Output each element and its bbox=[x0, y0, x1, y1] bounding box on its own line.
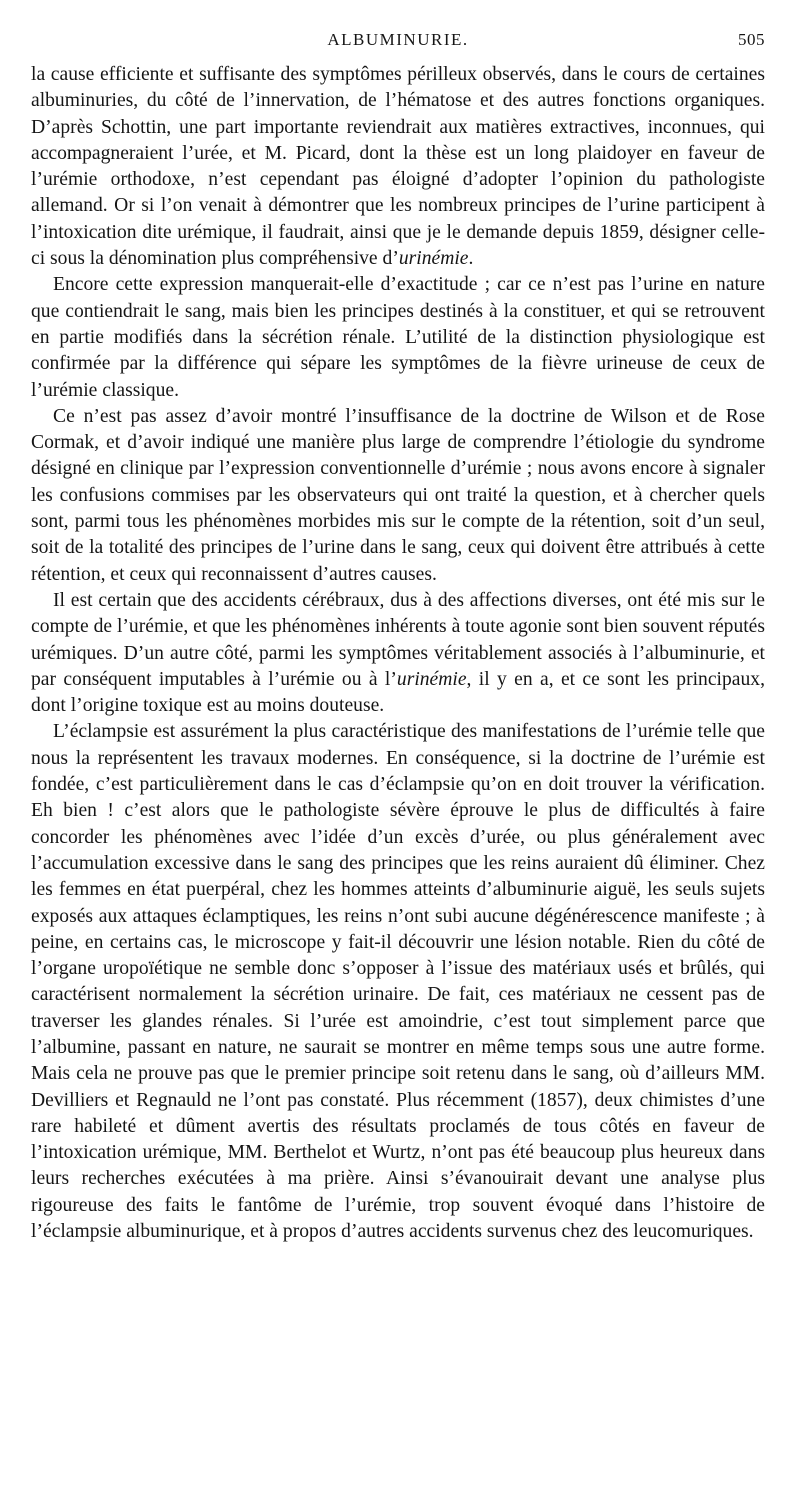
text-span: L’éclampsie est assurément la plus caractéristique des manifestations de l’urémie telle que nous la représentent les travaux modernes. En conséquence, si la doctrine de l’urémie est fondée, c’est particulièrement dans le cas d’éclampsie qu’on en doit trouver la vérification. Eh bien ! c’est alors que le pathologiste sévère éprouve le plus de difficultés à faire concorder les phénomènes avec l’idée d’un excès d’urée, ou plus généralement avec l’accumulation excessive dans le sang des principes que les reins auraient dû éliminer. Chez les femmes en état puerpéral, chez les hommes atteints d’albuminurie aiguë, les seuls sujets exposés aux attaques éclamptiques, les reins n’ont subi aucune dégénérescence manifeste ; à peine, en certains cas, le microscope y fait-il découvrir une lésion notable. Rien du côté de l’organe uropoïétique ne semble donc s’opposer à l’issue des matériaux usés et brûlés, qui caractérisent normalement la sécrétion urinaire. De fait, ces matériaux ne cessent pas de traverser les glandes rénales. Si l’urée est amoindrie, c’est tout simplement parce que l’albumine, passant en nature, ne saurait se montrer en même temps sous une autre forme. Mais cela ne prouve pas que le premier principe soit retenu dans le sang, où d’ailleurs MM. Devilliers et Regnauld ne l’ont pas constaté. Plus récemment (1857), deux chimistes d’une rare habileté et dûment avertis des résultats proclamés de tous côtés en faveur de l’intoxication urémique, MM. Berthelot et Wurtz, n’ont pas été beaucoup plus heureux dans leurs recherches exécutées à ma prière. Ainsi s’évanouirait devant une analyse plus rigoureuse des faits le fantôme de l’urémie, trop souvent évoqué dans l’histoire de l’éclampsie albuminurique, et à propos d’autres accidents survenus chez des leucomuriques. bbox=[31, 721, 765, 1243]
running-title: ALBUMINURIE. bbox=[327, 30, 469, 49]
body-text bbox=[31, 62, 765, 1245]
text-span: Il est certain que des accidents cérébraux, dus à des affections diverses, ont été mis sur le compte de l’urémie, et que les phénomènes inhérents à toute agonie sont bien souvent réputés urémiques. D’un autre côté, parmi les symptômes véritablement associés à l’albuminurie, et par conséquent imputables à l’urémie ou à l’ bbox=[31, 589, 766, 690]
page-number: 505 bbox=[738, 30, 765, 49]
paragraph-5 bbox=[31, 719, 765, 1245]
book-page bbox=[31, 0, 765, 1489]
paragraph-2 bbox=[31, 272, 765, 403]
italic-term: urinémie bbox=[398, 248, 469, 270]
text-span: , il y en a, et ce sont les principaux, dont l’origine toxique est au moins douteuse. bbox=[31, 668, 765, 717]
paragraph-4 bbox=[31, 588, 765, 719]
text-span: . bbox=[468, 248, 474, 270]
paragraph-3 bbox=[31, 404, 765, 588]
page-header bbox=[31, 30, 765, 58]
italic-term: urinémie bbox=[396, 668, 467, 690]
text-span: la cause efficiente et suffisante des symptômes périlleux observés, dans le cours de certaines albuminuries, du côté de l’innervation, de l’hématose et des autres fonctions organiques. D’après Schottin, une part importante reviendrait aux matières extractives, inconnues, qui accompagneraient l’urée, et M. Picard, dont la thèse est un long plaidoyer en faveur de l’urémie orthodoxe, n’est cependant pas éloigné d’adopter l’opinion du pathologiste allemand. Or si l’on venait à démontrer que les nombreux principes de l’urine participent à l’intoxication dite urémique, il faudrait, ainsi que je le demande depuis 1859, désigner celle-ci sous la dénomination plus compréhensive d’ bbox=[31, 64, 765, 270]
text-span: Encore cette expression manquerait-elle d’exactitude ; car ce n’est pas l’urine en nature que contiendrait le sang, mais bien les principes destinés à la constituer, et qui se retrouvent en partie modifiés dans la sécrétion rénale. L’utilité de la distinction physiologique est confirmée par la différence qui sépare les symptômes de la fièvre urineuse de ceux de l’urémie classique. bbox=[31, 274, 765, 401]
paragraph-1 bbox=[31, 62, 765, 272]
text-span: Ce n’est pas assez d’avoir montré l’insuffisance de la doctrine de Wilson et de Rose Cormak, et d’avoir indiqué une manière plus large de comprendre l’étiologie du syndrome désigné en clinique par l’expression conventionnelle d’urémie ; nous avons encore à signaler les confusions commises par les observateurs qui ont traité la question, et à chercher quels sont, parmi tous les phénomènes morbides mis sur le compte de la rétention, soit d’un seul, soit de la totalité des principes de l’urine dans le sang, ceux qui doivent être attribués à cette rétention, et ceux qui reconnaissent d’autres causes. bbox=[31, 405, 765, 585]
